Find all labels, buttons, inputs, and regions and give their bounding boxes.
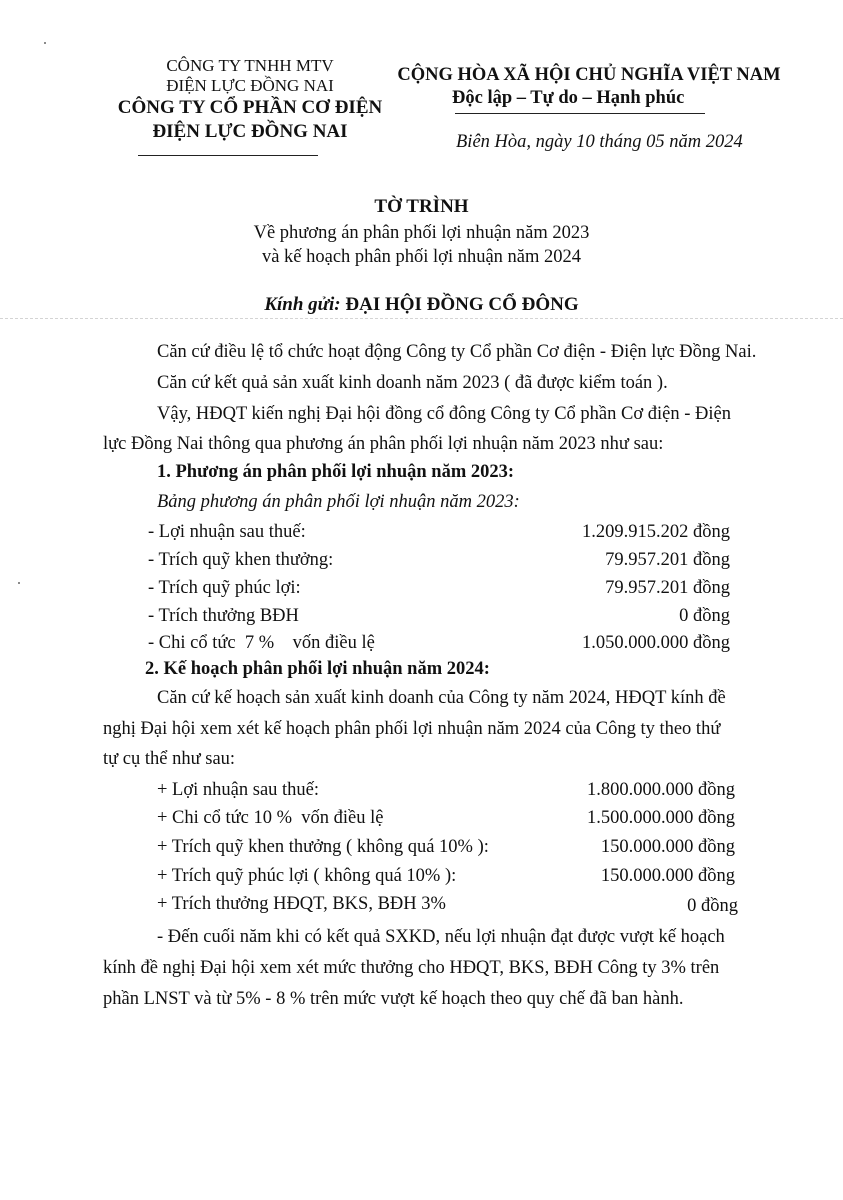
org-underline [138,155,318,156]
section-2-item-amount: 1.500.000.000 đồng [587,808,735,828]
section-2-item-label: + Lợi nhuận sau thuế: [157,780,320,800]
national-motto: Độc lập – Tự do – Hạnh phúc [452,88,685,108]
section-2-item-label: + Trích thưởng HĐQT, BKS, BĐH 3% [157,894,446,914]
section-2-heading: 2. Kế hoạch phân phối lợi nhuận năm 2024: [145,659,490,679]
section-2-intro-line-2: nghị Đại hội xem xét kế hoạch phân phối lợi nhuận năm 2024 của Công ty theo thứ [103,719,721,739]
subject-line-2: và kế hoạch phân phối lợi nhuận năm 2024 [261,247,582,267]
section-2-item-label: + Trích quỹ khen thưởng ( không quá 10% ): [157,837,489,857]
section-2-item-amount: 0 đồng [687,896,738,916]
motto-underline [455,113,705,114]
scan-artifact-line [0,318,843,319]
section-2-item-amount: 150.000.000 đồng [600,837,735,857]
section-1-item-label: - Lợi nhuận sau thuế: [148,522,306,542]
section-2-intro-line-3: tự cụ thể như sau: [103,749,236,769]
scan-speck [44,42,46,44]
section-2-item-amount: 150.000.000 đồng [600,866,735,886]
section-2-item-label: + Trích quỹ phúc lợi ( không quá 10% ): [157,866,457,886]
org-line-3: CÔNG TY CỔ PHẦN CƠ ĐIỆN [117,97,383,118]
section-1-item-label: - Chi cổ tức 7 % vốn điều lệ [148,633,375,653]
recipient-line [0,294,843,316]
section-2-item-label: + Chi cổ tức 10 % vốn điều lệ [157,808,384,828]
proposal-line-1: Vậy, HĐQT kiến nghị Đại hội đồng cổ đông Công ty Cổ phần Cơ điện - Điện [157,404,731,424]
section-2-intro-line-1: Căn cứ kế hoạch sản xuất kinh doanh của Công ty năm 2024, HĐQT kính đề [157,688,726,708]
basis-line-2: Căn cứ kết quả sản xuất kinh doanh năm 2023 ( đã được kiểm toán ). [157,373,668,393]
nation-title: CỘNG HÒA XÃ HỘI CHỦ NGHĨA VIỆT NAM [397,65,781,85]
section-1-item-amount: 0 đồng [679,606,730,626]
recipient: ĐẠI HỘI ĐỒNG CỔ ĐÔNG [345,294,579,315]
org-line-2: ĐIỆN LỰC ĐỒNG NAI [166,76,334,95]
place-and-date: Biên Hòa, ngày 10 tháng 05 năm 2024 [456,132,743,152]
basis-line-1: Căn cứ điều lệ tổ chức hoạt động Công ty Cổ phần Cơ điện - Điện lực Đồng Nai. [157,342,757,362]
section-2-item-amount: 1.800.000.000 đồng [587,780,735,800]
section-2-note-line-1: - Đến cuối năm khi có kết quả SXKD, nếu lợi nhuận đạt được vượt kế hoạch [157,927,725,947]
document-type: TỜ TRÌNH [374,196,469,217]
org-line-1: CÔNG TY TNHH MTV [166,56,334,75]
section-1-item-amount: 1.209.915.202 đồng [582,522,730,542]
section-1-table-caption: Bảng phương án phân phối lợi nhuận năm 2023: [157,492,520,512]
section-1-item-label: - Trích quỹ khen thưởng: [148,550,334,570]
section-2-note-line-3: phần LNST và từ 5% - 8 % trên mức vượt kế hoạch theo quy chế đã ban hành. [103,989,684,1009]
subject-line-1: Về phương án phân phối lợi nhuận năm 2023 [253,223,590,243]
section-2-note-line-2: kính đề nghị Đại hội xem xét mức thưởng cho HĐQT, BKS, BĐH Công ty 3% trên [103,958,720,978]
section-1-item-amount: 79.957.201 đồng [605,550,730,570]
proposal-line-2: lực Đồng Nai thông qua phương án phân phối lợi nhuận năm 2023 như sau: [103,434,664,454]
section-1-heading: 1. Phương án phân phối lợi nhuận năm 2023: [157,462,515,482]
recipient-prefix: Kính gửi: [264,294,346,315]
org-line-4: ĐIỆN LỰC ĐỒNG NAI [152,121,348,142]
section-1-item-amount: 1.050.000.000 đồng [582,633,730,653]
section-1-item-amount: 79.957.201 đồng [605,578,730,598]
scan-speck [18,582,20,584]
section-1-item-label: - Trích thưởng BĐH [148,606,299,626]
section-1-item-label: - Trích quỹ phúc lợi: [148,578,301,598]
